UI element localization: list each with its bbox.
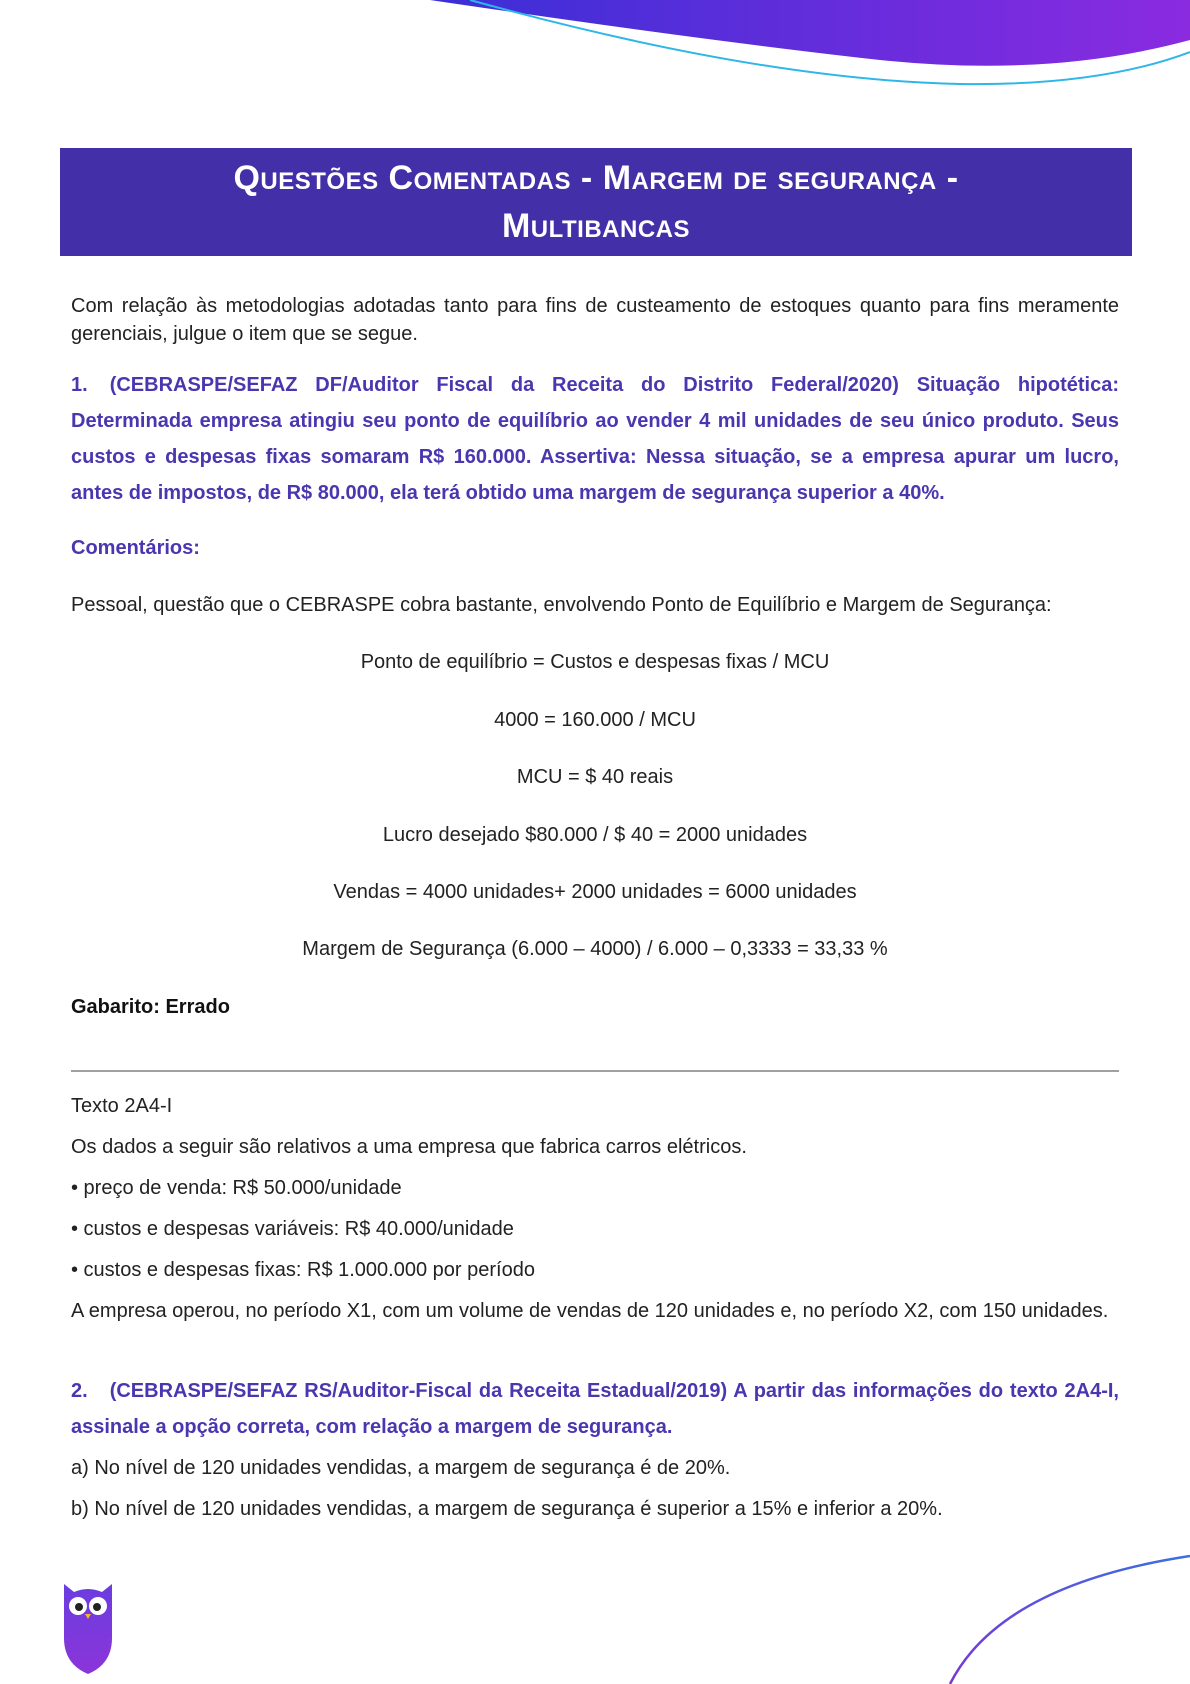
formula-line: Vendas = 4000 unidades+ 2000 unidades = 6000 unidades (333, 881, 857, 903)
section-divider (71, 1070, 1119, 1072)
intro-paragraph: Com relação às metodologias adotadas tanto para fins de custeamento de estoques quanto para fins meramente gerenciais, julgue o item que se segue. (71, 295, 1119, 345)
formula-line: 4000 = 160.000 / MCU (494, 709, 696, 731)
text-2a4-lead: Os dados a seguir são relativos a uma empresa que fabrica carros elétricos. (71, 1136, 747, 1158)
formula-line: Margem de Segurança (6.000 – 4000) / 6.000 – 0,3333 = 33,33 % (302, 938, 888, 960)
question-2-number: 2. (71, 1380, 88, 1402)
option-b: b) No nível de 120 unidades vendidas, a margem de segurança é superior a 15% e inferior a 20%. (71, 1498, 943, 1520)
bullet-item: • preço de venda: R$ 50.000/unidade (71, 1177, 402, 1199)
question-1-number: 1. (71, 374, 88, 396)
bullet-item: • custos e despesas variáveis: R$ 40.000/unidade (71, 1218, 514, 1240)
formula-line: Ponto de equilíbrio = Custos e despesas fixas / MCU (360, 651, 830, 673)
question-1 (71, 367, 1119, 511)
formula-line: Lucro desejado $80.000 / $ 40 = 2000 unidades (382, 824, 808, 846)
text-2a4-closing: A empresa operou, no período X1, com um volume de vendas de 120 unidades e, no período X2, com 150 unidades. (71, 1300, 1109, 1322)
page-title-line-2: Multibancas (501, 207, 691, 245)
question-1-text: (CEBRASPE/SEFAZ DF/Auditor Fiscal da Receita do Distrito Federal/2020) Situação hipotética: Determinada empresa atingiu seu ponto de equilíbrio ao vender 4 mil unidades de seu único produto. Seus custos e despesas fixas somaram R$ 160.000. Assertiva: Nessa situação, se a empresa apurar um lucro, antes de impostos, de R$ 80.000, ela terá obtido uma margem de segurança superior a 40%. (71, 374, 1119, 504)
header-wave-decoration (0, 0, 1190, 110)
owl-logo-icon (60, 1578, 116, 1674)
question-2-text: (CEBRASPE/SEFAZ RS/Auditor-Fiscal da Receita Estadual/2019) A partir das informações do texto 2A4-I, assinale a opção correta, com relação a margem de segurança. (71, 1380, 1119, 1438)
option-a: a) No nível de 120 unidades vendidas, a margem de segurança é de 20%. (71, 1457, 731, 1479)
formula-line: MCU = $ 40 reais (516, 766, 674, 788)
question-2 (71, 1373, 1119, 1445)
page-title-banner (60, 148, 1132, 256)
comments-heading: Comentários: (71, 537, 200, 559)
bullet-item: • custos e despesas fixas: R$ 1.000.000 por período (71, 1259, 535, 1281)
comments-lead: Pessoal, questão que o CEBRASPE cobra bastante, envolvendo Ponto de Equilíbrio e Margem de Segurança: (71, 594, 1052, 616)
answer-key: Gabarito: Errado (71, 996, 230, 1018)
page-title-line-1: Questões Comentadas - Margem de segurança - (233, 159, 959, 197)
text-2a4-heading: Texto 2A4-I (71, 1095, 173, 1117)
